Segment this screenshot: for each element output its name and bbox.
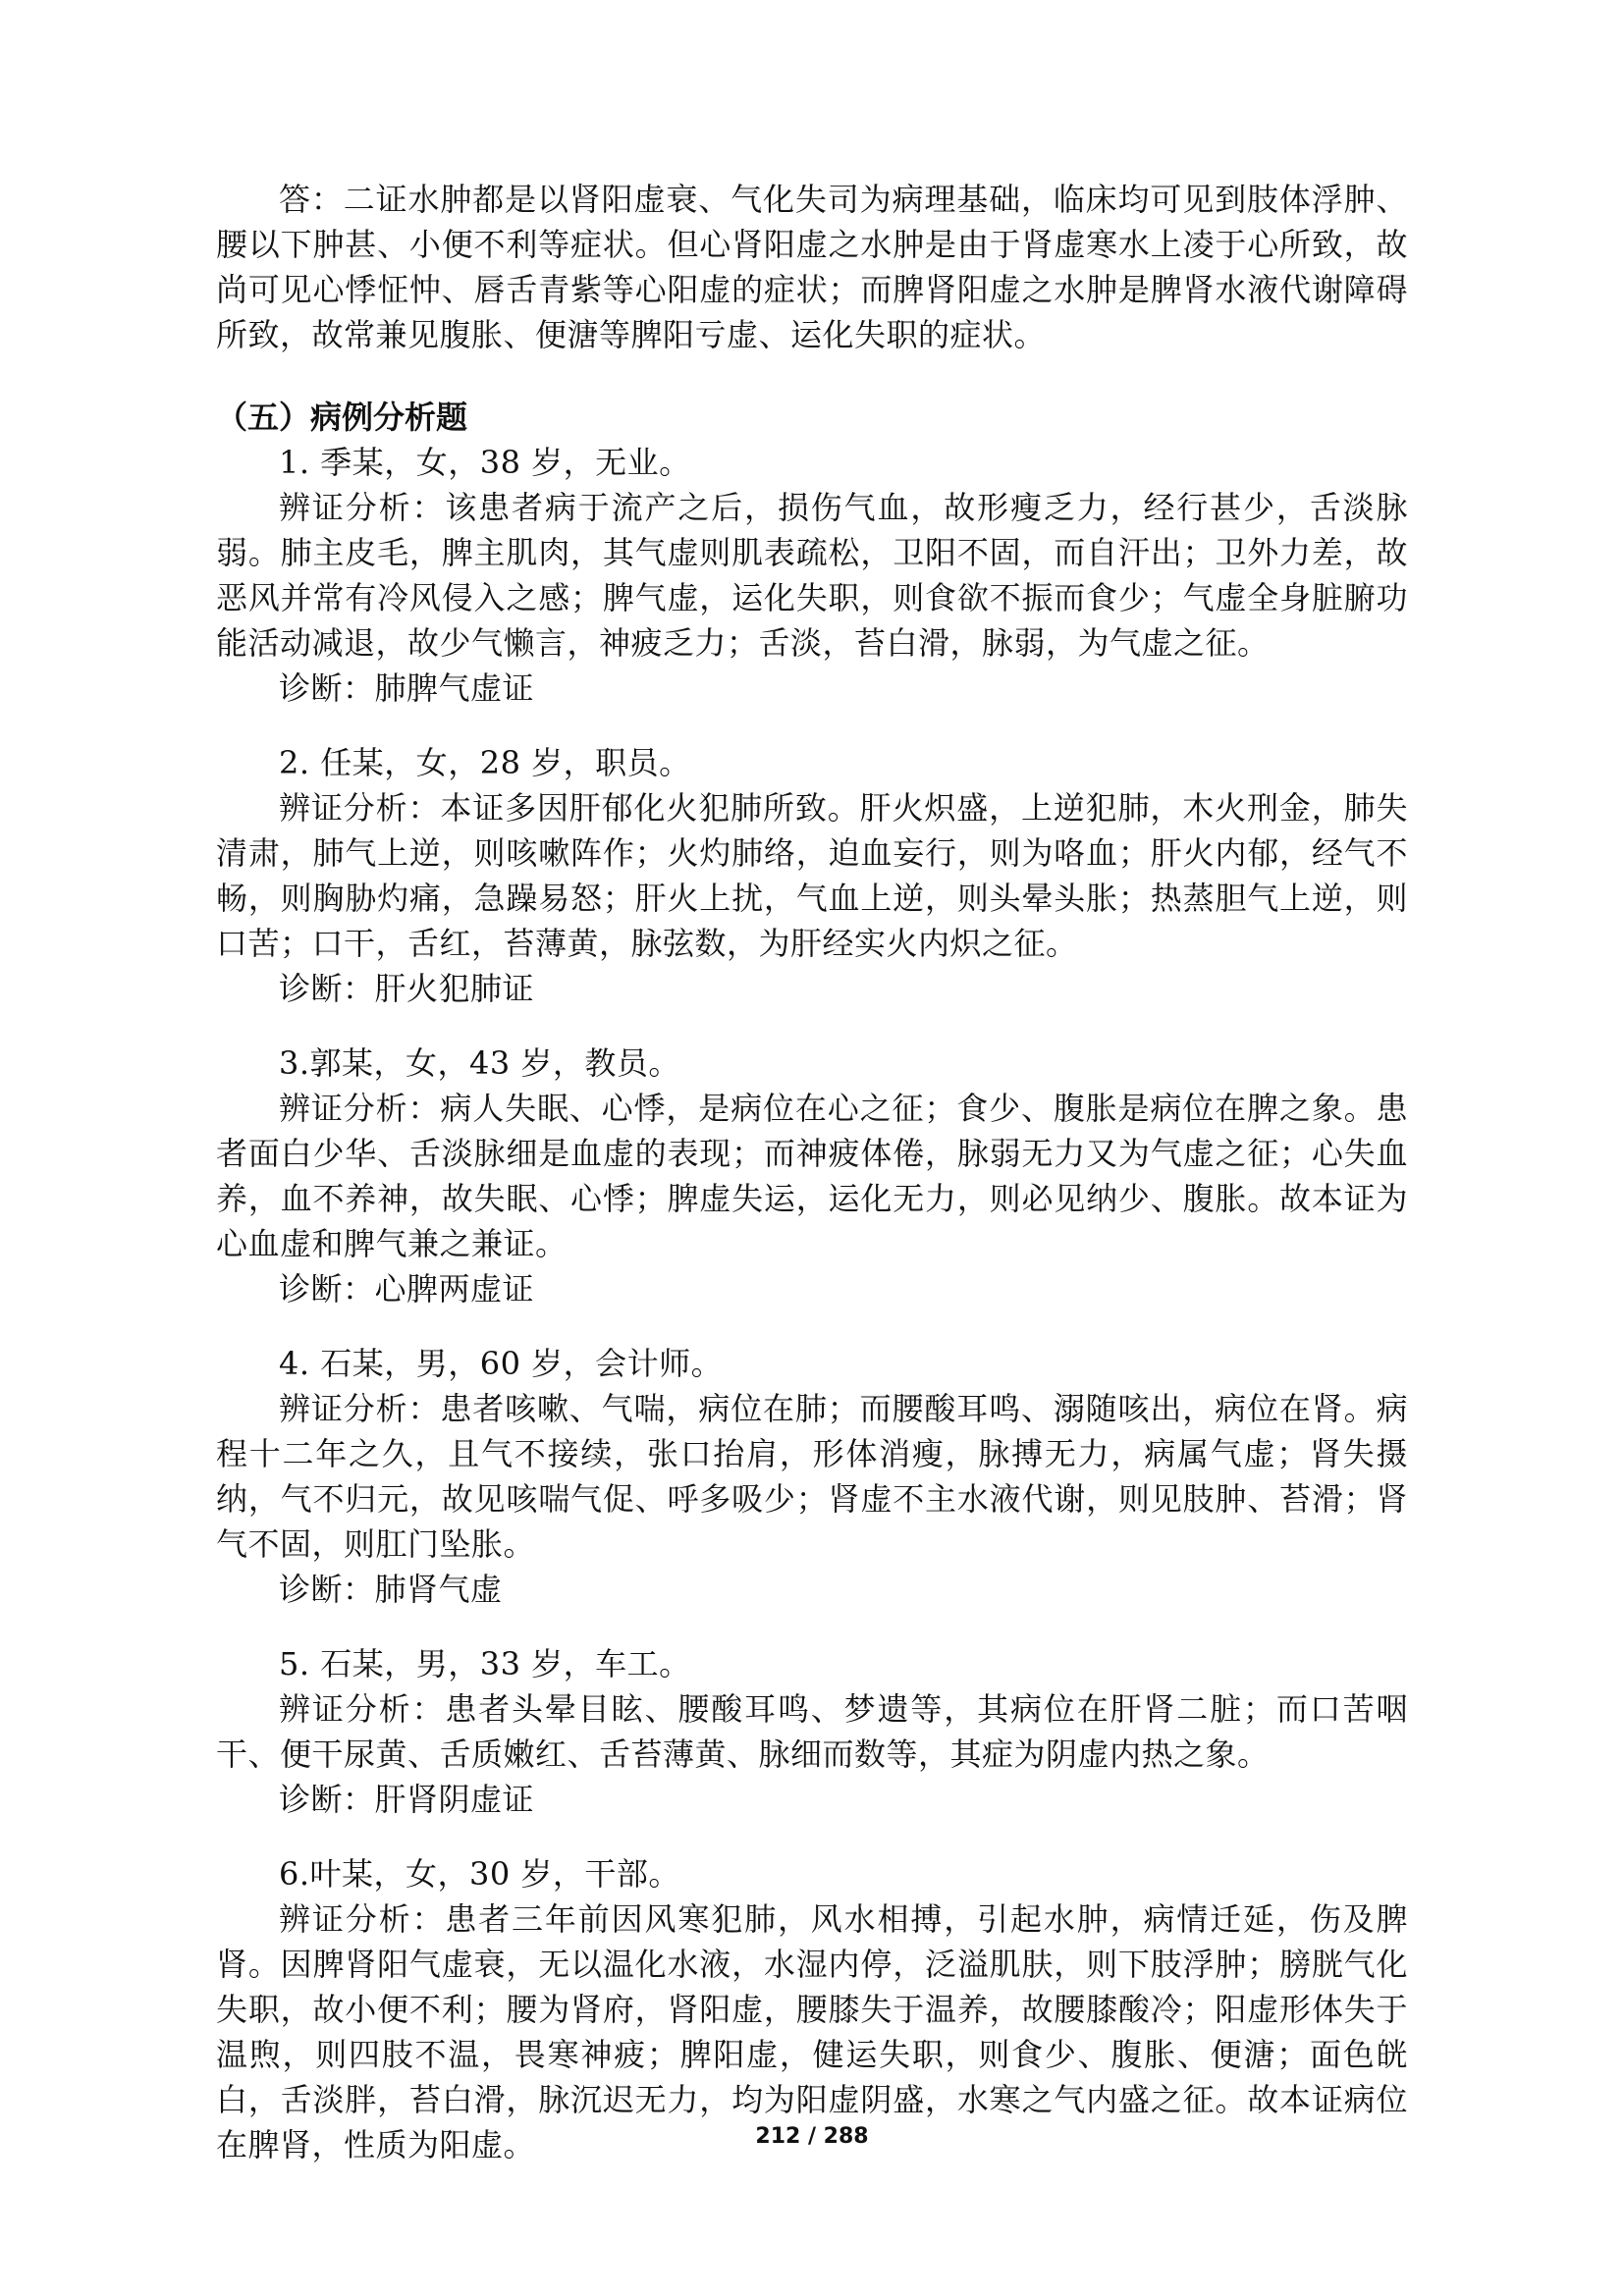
page-number: 212 / 288	[755, 2124, 869, 2149]
case-analysis: 辨证分析：本证多因肝郁化火犯肺所致。肝火炽盛，上逆犯肺，木火刑金，肺失清肃，肺气上逆，则咳嗽阵作；火灼肺络，迫血妄行，则为咯血；肝火内郁，经气不畅，则胸胁灼痛，急躁易怒；肝火上扰，气血上逆，则头晕头胀；热蒸胆气上逆，则口苦；口干，舌红，苔薄黄，脉弦数，为肝经实火内炽之征。	[216, 789, 1408, 962]
answer-paragraph: 答：二证水肿都是以肾阳虚衰、气化失司为病理基础，临床均可见到肢体浮肿、腰以下肿甚、小便不利等症状。但心肾阳虚之水肿是由于肾虚寒水上凌于心所致，故尚可见心悸怔忡、唇舌青紫等心阳虚的症状；而脾肾阳虚之水肿是脾肾水液代谢障碍所致，故常兼见腹胀、便溏等脾阳亏虚、运化失职的症状。	[216, 181, 1408, 353]
case-5	[216, 1641, 1408, 1822]
case-analysis: 辨证分析：患者咳嗽、气喘，病位在肺；而腰酸耳鸣、溺随咳出，病位在肾。病程十二年之久，且气不接续，张口抬肩，形体消瘦，脉搏无力，病属气虚；肾失摄纳，气不归元，故见咳喘气促、呼多吸少；肾虚不主水液代谢，则见肢肿、苔滑；肾气不固，则肛门坠胀。	[216, 1390, 1408, 1563]
case-analysis: 辨证分析：病人失眠、心悸，是病位在心之征；食少、腹胀是病位在脾之象。患者面白少华、舌淡脉细是血虚的表现；而神疲体倦，脉弱无力又为气虚之征；心失血养，血不养神，故失眠、心悸；脾虚失运，运化无力，则必见纳少、腹胀。故本证为心血虚和脾气兼之兼证。	[216, 1090, 1408, 1262]
case-header: 3.郭某，女，43 岁，教员。	[279, 1044, 680, 1082]
case-header: 1. 季某，女，38 岁，无业。	[279, 444, 691, 481]
case-4	[216, 1341, 1408, 1612]
case-diagnosis: 诊断：肝火犯肺证	[279, 970, 535, 1007]
case-header: 5. 石某，男，33 岁，车工。	[279, 1645, 691, 1682]
case-2	[216, 740, 1408, 1011]
case-analysis: 辨证分析：患者头晕目眩、腰酸耳鸣、梦遗等，其病位在肝肾二脏；而口苦咽干、便干尿黄、舌质嫩红、舌苔薄黄、脉细而数等，其症为阴虚内热之象。	[216, 1690, 1408, 1773]
case-diagnosis: 诊断：心脾两虚证	[279, 1270, 535, 1308]
case-1	[216, 440, 1408, 711]
case-3	[216, 1041, 1408, 1311]
case-analysis: 辨证分析：该患者病于流产之后，损伤气血，故形瘦乏力，经行甚少，舌淡脉弱。肺主皮毛，脾主肌肉，其气虚则肌表疏松，卫阳不固，而自汗出；卫外力差，故恶风并常有冷风侵入之感；脾气虚，运化失职，则食欲不振而食少；气虚全身脏腑功能活动减退，故少气懒言，神疲乏力；舌淡，苔白滑，脉弱，为气虚之征。	[216, 489, 1408, 662]
case-diagnosis: 诊断：肺脾气虚证	[279, 669, 535, 707]
case-header: 6.叶某，女，30 岁，干部。	[279, 1855, 680, 1893]
section-title: （五）病例分析题	[216, 399, 468, 436]
case-diagnosis: 诊断：肺肾气虚	[279, 1571, 503, 1608]
case-6	[216, 1851, 1408, 2167]
case-header: 4. 石某，男，60 岁，会计师。	[279, 1345, 724, 1382]
case-header: 2. 任某，女，28 岁，职员。	[279, 744, 691, 781]
case-analysis: 辨证分析：患者三年前因风寒犯肺，风水相搏，引起水肿，病情迁延，伤及脾肾。因脾肾阳气虚衰，无以温化水液，水湿内停，泛溢肌肤，则下肢浮肿；膀胱气化失职，故小便不利；腰为肾府，肾阳虚，腰膝失于温养，故腰膝酸冷；阳虚形体失于温煦，则四肢不温，畏寒神疲；脾阳虚，健运失职，则食少、腹胀、便溏；面色㿠白，舌淡胖，苔白滑，脉沉迟无力，均为阳虚阴盛，水寒之气内盛之征。故本证病位在脾肾，性质为阳虚。	[216, 1900, 1408, 2163]
case-diagnosis: 诊断：肝肾阴虚证	[279, 1781, 535, 1818]
document-page	[216, 177, 1408, 2197]
